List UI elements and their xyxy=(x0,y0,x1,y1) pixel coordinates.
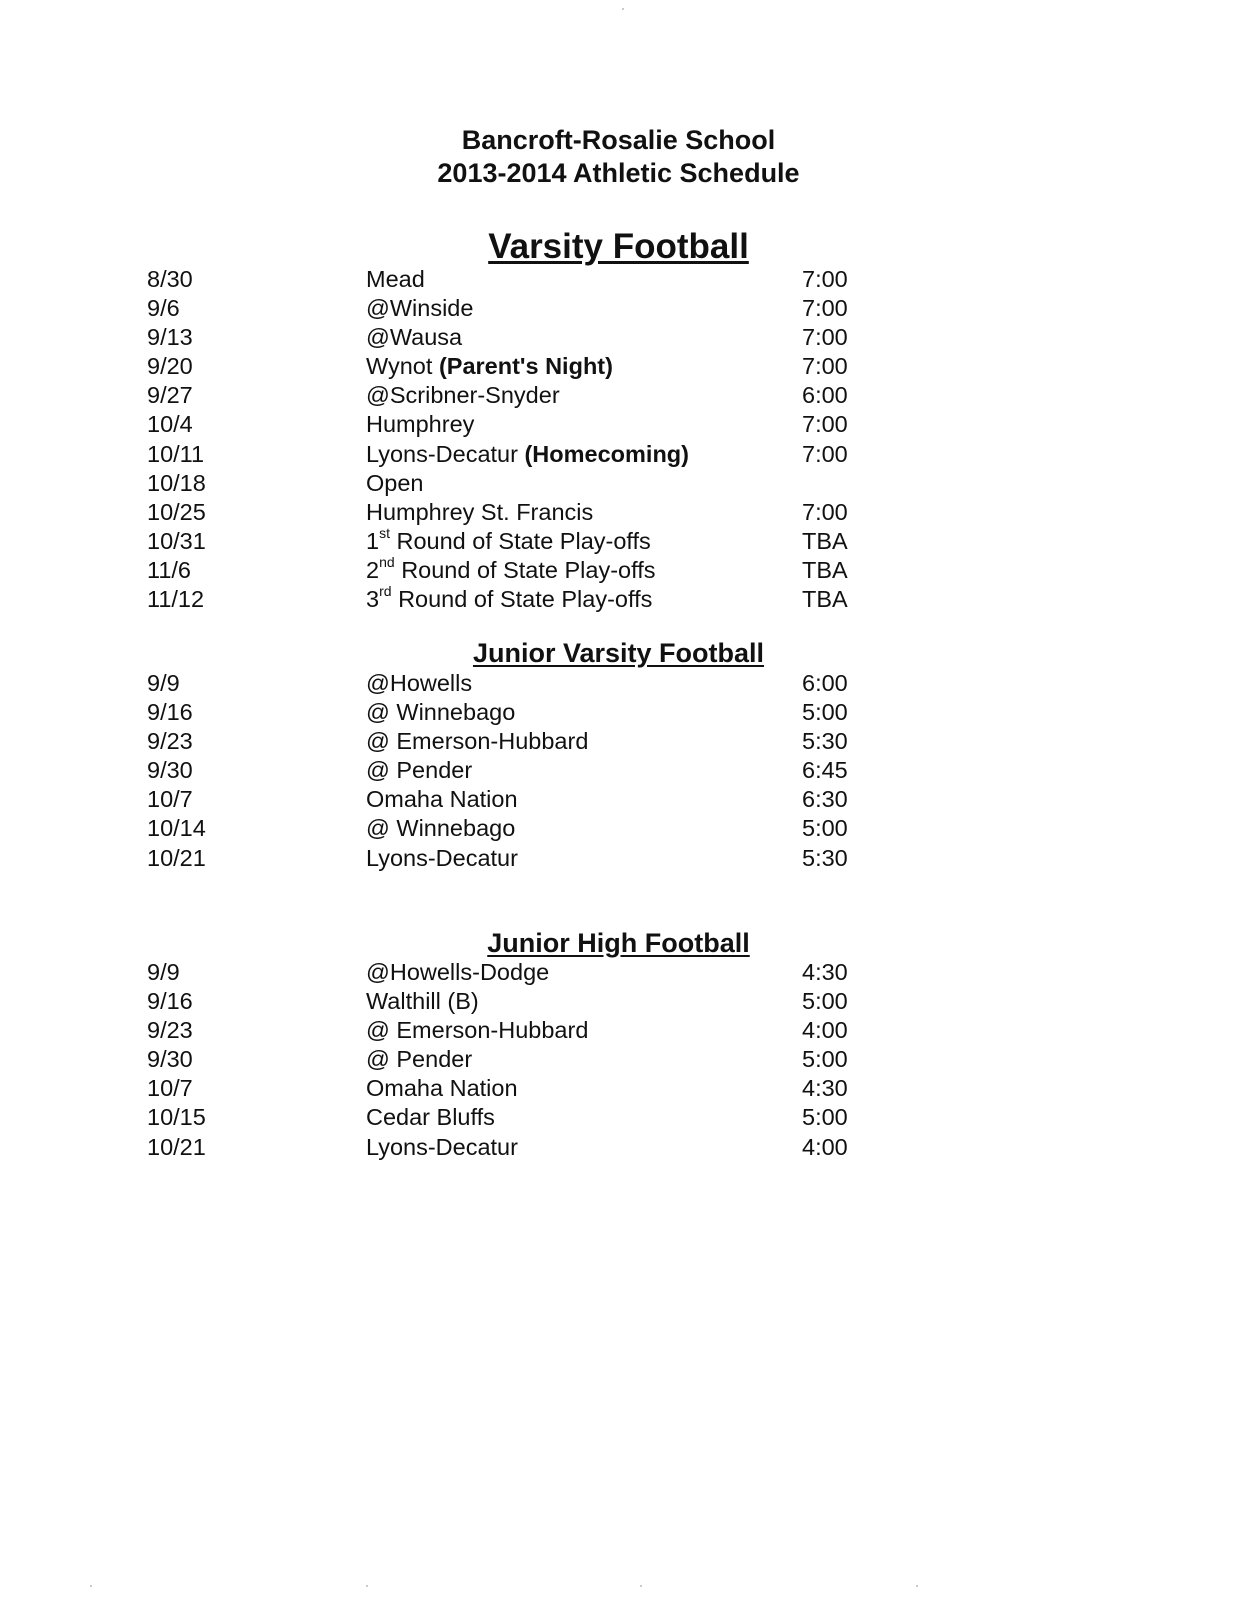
game-opponent xyxy=(366,1045,472,1074)
game-time: TBA xyxy=(802,586,848,613)
game-opponent xyxy=(366,323,462,352)
schedule-row xyxy=(0,556,1237,585)
game-date: 10/21 xyxy=(147,844,206,871)
scan-speck xyxy=(366,1585,368,1587)
opponent-name: Mead xyxy=(366,266,425,292)
game-date: 9/13 xyxy=(147,324,193,351)
schedule-row xyxy=(0,698,1237,727)
schedule-row xyxy=(0,1016,1237,1045)
round-number: 1 xyxy=(366,527,380,554)
game-date: 10/7 xyxy=(147,786,193,813)
round-number: 2 xyxy=(366,556,380,583)
school-name: Bancroft-Rosalie School xyxy=(461,125,776,155)
opponent-name: Omaha Nation xyxy=(366,1075,518,1102)
opponent-name: @Wausa xyxy=(366,324,463,351)
game-opponent xyxy=(366,727,588,756)
game-time: 6:30 xyxy=(802,786,848,813)
game-date: 10/21 xyxy=(147,1133,206,1160)
opponent-name: @ Winnebago xyxy=(366,699,516,726)
game-opponent xyxy=(366,844,518,873)
game-opponent xyxy=(366,958,549,987)
game-opponent xyxy=(366,381,560,410)
game-time: 5:30 xyxy=(802,844,848,871)
game-note: (Homecoming) xyxy=(524,440,689,467)
opponent-name: @Howells-Dodge xyxy=(366,959,550,985)
schedule-row xyxy=(0,294,1237,323)
opponent-name: Humphrey xyxy=(366,411,475,438)
game-date: 9/30 xyxy=(147,1046,193,1073)
game-date: 10/14 xyxy=(147,815,206,842)
scan-speck xyxy=(916,1585,918,1587)
schedule-row xyxy=(0,987,1237,1016)
round-number: 3 xyxy=(366,586,380,613)
game-time: 6:00 xyxy=(802,382,848,409)
game-date: 9/23 xyxy=(147,1017,193,1044)
opponent-name: @Winside xyxy=(366,295,474,322)
game-date: 9/9 xyxy=(147,670,180,696)
game-opponent xyxy=(366,352,613,381)
game-time: 6:45 xyxy=(802,757,848,784)
schedule-row xyxy=(0,527,1237,556)
varsity-football-heading: Varsity Football xyxy=(488,227,749,266)
opponent-name: Round of State Play-offs xyxy=(396,527,651,554)
opponent-name: @ Winnebago xyxy=(366,815,516,842)
schedule-row xyxy=(0,814,1237,843)
opponent-name: Cedar Bluffs xyxy=(366,1104,495,1131)
opponent-name: Round of State Play-offs xyxy=(398,586,653,613)
game-time: 5:00 xyxy=(802,988,848,1015)
game-time: 7:00 xyxy=(802,411,848,438)
game-opponent xyxy=(366,265,425,294)
opponent-name: Round of State Play-offs xyxy=(401,556,656,583)
scan-speck xyxy=(640,1585,642,1587)
round-ordinal-suffix: nd xyxy=(379,554,395,571)
game-time: 5:00 xyxy=(802,699,848,726)
schedule-row xyxy=(0,381,1237,410)
game-date: 9/20 xyxy=(147,353,193,380)
game-opponent xyxy=(366,1103,495,1132)
game-opponent xyxy=(366,756,472,785)
game-opponent xyxy=(366,698,515,727)
opponent-name: Open xyxy=(366,469,424,496)
round-ordinal-suffix: rd xyxy=(379,583,392,600)
game-time: 4:00 xyxy=(802,1133,848,1160)
schedule-row xyxy=(0,844,1237,873)
game-date: 8/30 xyxy=(147,266,193,292)
game-date: 9/16 xyxy=(147,988,193,1015)
game-time: 4:00 xyxy=(802,1017,848,1044)
game-time: 4:30 xyxy=(802,1075,848,1102)
schedule-row xyxy=(0,1074,1237,1103)
opponent-name: @Howells xyxy=(366,670,473,696)
game-date: 10/7 xyxy=(147,1075,193,1102)
jv-schedule xyxy=(0,669,1237,873)
game-date: 11/6 xyxy=(147,556,191,583)
game-time: 7:00 xyxy=(802,266,848,292)
opponent-name: @ Pender xyxy=(366,1046,473,1073)
schedule-row xyxy=(0,410,1237,439)
opponent-name: @ Emerson-Hubbard xyxy=(366,728,589,755)
scan-speck xyxy=(622,8,624,10)
game-time: 7:00 xyxy=(802,353,848,380)
game-time: 6:00 xyxy=(802,670,848,696)
opponent-name: @ Pender xyxy=(366,757,473,784)
game-time: 5:00 xyxy=(802,1104,848,1131)
game-opponent xyxy=(366,556,656,585)
schedule-row xyxy=(0,352,1237,381)
game-opponent xyxy=(366,585,652,614)
game-opponent xyxy=(366,1016,588,1045)
schedule-row xyxy=(0,498,1237,527)
opponent-name: Humphrey St. Francis xyxy=(366,498,594,525)
game-time: 7:00 xyxy=(802,440,848,467)
schedule-row xyxy=(0,756,1237,785)
schedule-row xyxy=(0,1045,1237,1074)
game-opponent xyxy=(366,498,593,527)
game-date: 11/12 xyxy=(147,586,205,613)
game-time: 7:00 xyxy=(802,498,848,525)
game-date: 9/30 xyxy=(147,757,193,784)
game-opponent xyxy=(366,440,689,469)
varsity-schedule xyxy=(0,265,1237,614)
game-opponent xyxy=(366,1133,518,1162)
opponent-name: @ Emerson-Hubbard xyxy=(366,1017,589,1044)
game-time: 5:00 xyxy=(802,1046,848,1073)
game-date: 10/31 xyxy=(147,527,206,554)
game-opponent xyxy=(366,1074,518,1103)
schedule-row xyxy=(0,323,1237,352)
opponent-name: @Scribner-Snyder xyxy=(366,382,560,409)
game-opponent xyxy=(366,814,515,843)
game-date: 10/25 xyxy=(147,498,206,525)
game-opponent xyxy=(366,785,518,814)
game-date: 9/16 xyxy=(147,699,193,726)
game-date: 10/15 xyxy=(147,1104,206,1131)
game-time: 5:00 xyxy=(802,815,848,842)
game-time: 7:00 xyxy=(802,295,848,322)
game-time: 7:00 xyxy=(802,324,848,351)
game-opponent xyxy=(366,987,479,1016)
schedule-subtitle: 2013-2014 Athletic Schedule xyxy=(437,158,800,188)
schedule-row xyxy=(0,785,1237,814)
game-date: 9/9 xyxy=(147,959,180,985)
opponent-name: Lyons-Decatur xyxy=(366,440,518,467)
scan-speck xyxy=(90,1585,92,1587)
game-opponent xyxy=(366,669,472,698)
game-opponent xyxy=(366,294,473,323)
opponent-name: Wynot xyxy=(366,353,433,380)
game-opponent xyxy=(366,469,424,498)
opponent-name: Lyons-Decatur xyxy=(366,844,518,871)
junior-high-schedule xyxy=(0,958,1237,1162)
game-note: (Parent's Night) xyxy=(438,353,613,380)
game-date: 9/27 xyxy=(147,382,193,409)
jv-football-heading: Junior Varsity Football xyxy=(472,638,765,668)
schedule-row xyxy=(0,727,1237,756)
schedule-row xyxy=(0,585,1237,614)
schedule-row xyxy=(0,469,1237,498)
schedule-row xyxy=(0,440,1237,469)
game-date: 9/23 xyxy=(147,728,193,755)
schedule-row xyxy=(0,1103,1237,1132)
schedule-row xyxy=(0,265,1237,294)
game-time: TBA xyxy=(802,527,848,554)
game-date: 9/6 xyxy=(147,295,180,322)
opponent-name: Omaha Nation xyxy=(366,786,518,813)
game-time: TBA xyxy=(802,556,848,583)
schedule-row xyxy=(0,669,1237,698)
game-opponent xyxy=(366,410,474,439)
game-time: 4:30 xyxy=(802,959,848,985)
opponent-name: Lyons-Decatur xyxy=(366,1133,518,1160)
game-date: 10/4 xyxy=(147,411,193,438)
round-ordinal-suffix: st xyxy=(379,525,390,542)
game-time: 5:30 xyxy=(802,728,848,755)
game-date: 10/11 xyxy=(147,440,205,467)
game-date: 10/18 xyxy=(147,469,206,496)
schedule-row xyxy=(0,958,1237,987)
game-opponent xyxy=(366,527,651,556)
schedule-row xyxy=(0,1133,1237,1162)
opponent-name: Walthill (B) xyxy=(366,988,479,1015)
junior-high-football-heading: Junior High Football xyxy=(487,928,750,958)
